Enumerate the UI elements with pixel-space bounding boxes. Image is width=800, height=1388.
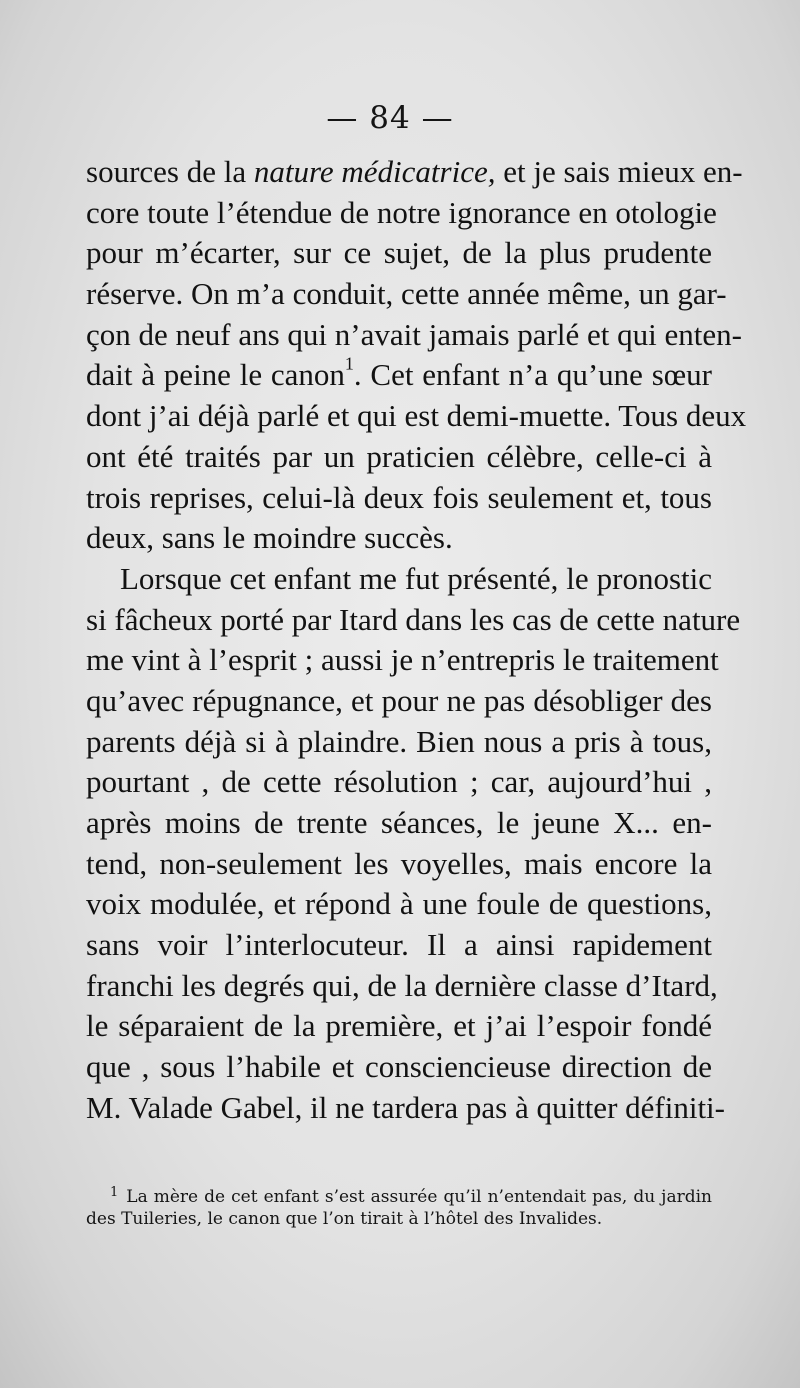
- italic-phrase: nature médicatrice,: [253, 154, 496, 189]
- text-line: qu’avec répugnance, et pour ne pas désobliger des: [86, 682, 712, 718]
- text-line: me vint à l’esprit ; aussi je n’entrepris le traitement: [86, 642, 719, 678]
- text-line: core toute l’étendue de notre ignorance en otologie: [86, 194, 717, 230]
- paragraph: [86, 559, 741, 1129]
- page-number: — 84 —: [326, 100, 454, 136]
- text-line: deux, sans le moindre succès.: [86, 520, 453, 556]
- paragraph: [86, 152, 747, 559]
- footnote-line: $^1$ La mère de cet enfant s’est assurée qu’il n’entendait pas, du jardin: [110, 1185, 712, 1207]
- text-line: si fâcheux porté par Itard dans les cas de cette nature: [86, 601, 741, 637]
- text-line: trois reprises, celui-là deux fois seulement et, tous: [86, 479, 712, 515]
- text-line: tend, non-seulement les voyelles, mais encore la: [86, 845, 712, 881]
- text-line: voix modulée, et répond à une foule de questions,: [86, 886, 712, 922]
- text-line: réserve. On m’a conduit, cette année même, un gar-: [86, 276, 727, 312]
- text-line: que , sous l’habile et consciencieuse direction de: [86, 1049, 712, 1085]
- text-line: sans voir l’interlocuteur. Il a ainsi rapidement: [86, 927, 712, 963]
- text-line: dait à peine le canon$^1$. Cet enfant n’a qu’une sœur: [86, 354, 712, 393]
- text-line: dont j’ai déjà parlé et qui est demi-muette. Tous deux: [86, 398, 747, 434]
- text-line: pourtant , de cette résolution ; car, aujourd’hui ,: [86, 764, 712, 800]
- text-line: Lorsque cet enfant me fut présenté, le pronostic: [120, 560, 712, 596]
- text-line: parents déjà si à plaindre. Bien nous a pris à tous,: [86, 723, 712, 759]
- footnote-reference: 1: [344, 354, 354, 375]
- text-line: pour m’écarter, sur ce sujet, de la plus prudente: [86, 235, 712, 271]
- text-line: le séparaient de la première, et j’ai l’espoir fondé: [86, 1008, 712, 1044]
- footnote: [86, 1179, 712, 1233]
- footnote-marker: 1: [110, 1185, 119, 1200]
- text-line: ont été traités par un praticien célèbre, celle-ci à: [86, 438, 712, 474]
- text-line: sources de la nature médicatrice, et je sais mieux en-: [86, 154, 743, 189]
- text-line: M. Valade Gabel, il ne tardera pas à quitter définiti-: [86, 1089, 725, 1125]
- text-line: franchi les degrés qui, de la dernière classe d’Itard,: [86, 967, 718, 1003]
- body-text: [86, 152, 747, 1129]
- footnote-line: des Tuileries, le canon que l’on tirait à l’hôtel des Invalides.: [86, 1209, 603, 1229]
- text-line: çon de neuf ans qui n’avait jamais parlé et qui enten-: [86, 316, 742, 352]
- text-line: après moins de trente séances, le jeune X... en-: [86, 805, 712, 840]
